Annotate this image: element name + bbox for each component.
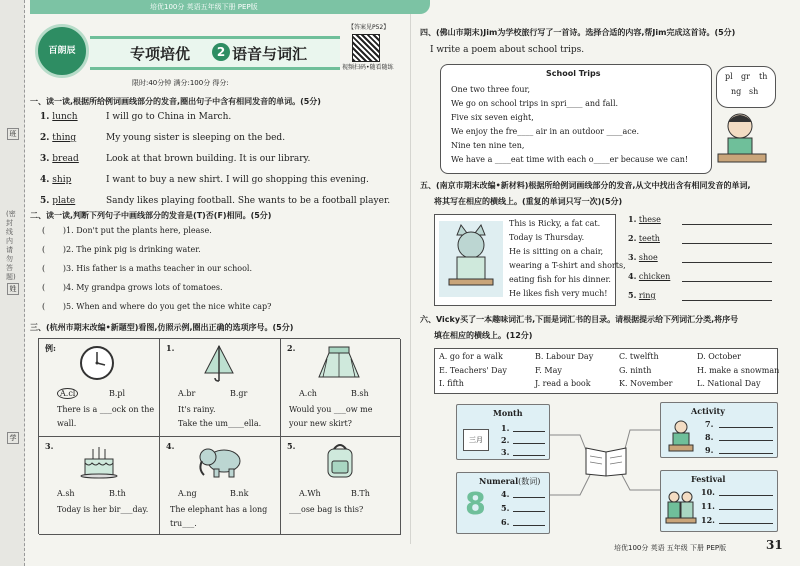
footer-text: 培优100分 英语 五年级 下册 PEP版 <box>614 544 727 552</box>
category-month: Month 三月 1. 2. 3. <box>456 404 550 460</box>
q3-option-a[interactable]: A.cl <box>57 389 78 398</box>
q3-cell-3: 3. A.sh B.th Today is her bir___day. <box>39 437 160 535</box>
answer-line[interactable] <box>682 243 772 244</box>
q5-title: 五、(南京市期末改编•新材料)根据所给例词画线部分的发音,从文中找出含有相同发音的单词, <box>420 181 751 190</box>
q6-options-box <box>434 348 778 394</box>
q3-cell-4: 4. A.ng B.nk The elephant has a long tru___. <box>160 437 281 535</box>
passage-line: eating fish for his dinner. <box>509 275 611 284</box>
q6-option: C. twelfth <box>619 352 659 361</box>
q2-answer-paren[interactable]: ( <box>42 283 63 292</box>
q1-sentence[interactable]: I will go to China in March. <box>106 112 232 122</box>
poem-line: One two three four, <box>451 85 531 94</box>
page-number: 31 <box>766 538 783 552</box>
q1-row: 5. plate Sandy likes playing football. She wants to be a football player. <box>40 196 391 206</box>
poem-line: Five six seven eight, <box>451 113 534 122</box>
q1-row: 3. bread Look at that brown building. It is our library. <box>40 154 311 164</box>
q6-title: 六、Vicky买了一本趣味词汇书,下面是词汇书的目录。请根据提示给下列词汇分类,将序号 <box>420 315 739 324</box>
skirt-icon <box>317 345 361 381</box>
q3-option-a[interactable]: A.br <box>178 389 196 398</box>
page-title: 语音与词汇 <box>232 45 308 63</box>
q1-example-word: bread <box>52 154 79 164</box>
q1-example-word: thing <box>52 133 77 143</box>
q6-option: J. read a book <box>535 379 591 388</box>
passage-line: This is Ricky, a fat cat. <box>509 219 601 228</box>
q3-option-a[interactable]: A.sh <box>57 489 75 498</box>
q1-row: 2. thing My young sister is sleeping on the bed. <box>40 133 286 143</box>
q2-row: ( )4. My grandpa grows lots of tomatoes. <box>42 283 223 292</box>
family-icon <box>665 489 697 525</box>
binding-spine <box>0 0 25 566</box>
q1-example-word: ship <box>52 175 72 185</box>
poem-line[interactable]: We go on school trips in spri____ and fall. <box>451 99 619 108</box>
options-bubble <box>716 66 776 108</box>
q6-option: I. fifth <box>439 379 464 388</box>
q1-example-word: plate <box>52 196 76 206</box>
answer-reference: 【答案见P52】 <box>348 24 390 31</box>
page-fold <box>410 14 411 544</box>
option-chip: th <box>759 72 768 81</box>
qr-caption: 视频扫码•随看随练 <box>342 64 394 71</box>
answer-line[interactable] <box>513 431 545 432</box>
clock-icon <box>79 345 115 381</box>
cake-icon <box>79 443 119 479</box>
q1-row: 4. ship I want to buy a new shirt. I will go shopping this evening. <box>40 175 369 185</box>
q1-title: 一、读一读,根据所给例词画线部分的发音,圈出句子中含有相同发音的单词。(5分) <box>30 97 321 106</box>
q1-row: 1. lunch I will go to China in March. <box>40 112 232 122</box>
q1-sentence[interactable]: I want to buy a new shirt. I will go shopping this evening. <box>106 175 369 185</box>
q4-title: 四、(佛山市期末)Jim为学校旅行写了一首诗。选择合适的内容,帮Jim完成这首诗。(5分) <box>420 28 736 37</box>
publisher-logo: 百朗辰 <box>35 24 89 78</box>
poem-line: Nine ten nine ten, <box>451 141 525 150</box>
title-prefix: 专项培优 <box>130 45 191 63</box>
poem-line[interactable]: We have a ____eat time with each o____er because we can! <box>451 155 689 164</box>
option-chip: ng <box>731 87 742 96</box>
q3-option-a[interactable]: A.Wh <box>299 489 321 498</box>
category-festival: Festival 10. 11. 12. <box>660 470 778 532</box>
qr-code-icon[interactable] <box>352 34 380 62</box>
q6-option: E. Teachers' Day <box>439 366 507 375</box>
open-book-icon <box>582 446 630 478</box>
category-title: Festival <box>691 474 726 484</box>
poem-title: School Trips <box>546 69 601 78</box>
q3-option-b[interactable]: B.gr <box>230 389 248 398</box>
spine-number-label: 学 <box>7 432 19 444</box>
digit-eight-icon: 8 <box>465 487 486 522</box>
category-title: Month <box>493 408 523 418</box>
q3-cell-example: 例: A.cl B.pl There is a ___ock on the wall. <box>39 339 160 437</box>
option-chip: sh <box>749 87 759 96</box>
answer-line[interactable] <box>513 511 545 512</box>
q5-answer-row: 3. shoe <box>628 252 658 262</box>
schoolbag-icon <box>323 441 357 481</box>
calendar-icon: 三月 <box>463 429 489 451</box>
q1-example-word: lunch <box>52 112 78 122</box>
q3-option-b[interactable]: B.Th <box>351 489 370 498</box>
q5-answer-row: 5. ring <box>628 290 656 300</box>
q2-answer-paren[interactable]: ( <box>42 226 63 235</box>
answer-line[interactable] <box>682 224 772 225</box>
q3-option-b[interactable]: B.sh <box>351 389 369 398</box>
q3-option-b[interactable]: B.pl <box>109 389 126 398</box>
q2-row: ( )2. The pink pig is drinking water. <box>42 245 201 254</box>
q5-answer-row: 2. teeth <box>628 233 660 243</box>
q5-passage-card <box>434 214 626 306</box>
q2-title: 二、读一读,判断下列句子中画线部分的发音是(T)否(F)相同。(5分) <box>30 211 272 220</box>
top-bar: 培优100分 英语五年级下册 PEP版 <box>30 0 430 14</box>
q3-option-a[interactable]: A.ng <box>178 489 197 498</box>
q3-cell-2: 2. A.ch B.sh Would you ___ow me your new skirt? <box>281 339 401 437</box>
passage-line: Today is Thursday. <box>509 233 585 242</box>
q1-sentence[interactable]: Look at that brown building. It is our library. <box>106 154 311 164</box>
answer-line[interactable] <box>682 262 772 263</box>
q2-row: ( )1. Don't put the plants here, please. <box>42 226 212 235</box>
category-activity: Activity 7. 8. 9. <box>660 402 778 458</box>
q3-cell-5: 5. A.Wh B.Th ___ose bag is this? <box>281 437 401 535</box>
spine-warning-text: (密封线内请勿答题) <box>6 210 16 281</box>
option-chip: gr <box>741 72 750 81</box>
q2-sentence: The pink pig is drinking water. <box>76 245 201 254</box>
answer-line[interactable] <box>719 509 773 510</box>
q3-option-b[interactable]: B.th <box>109 489 126 498</box>
spine-name-label: 姓 <box>7 283 19 295</box>
q2-sentence: His father is a maths teacher in our school. <box>76 264 253 273</box>
q6-option: K. November <box>619 379 673 388</box>
q2-row: ( )5. When and where do you get the nice white cap? <box>42 302 272 311</box>
q5-answer-row: 1. these <box>628 214 661 224</box>
q1-sentence[interactable]: Sandy likes playing football. She wants to be a football player. <box>106 196 391 206</box>
q6-option: D. October <box>697 352 741 361</box>
q5-title-2: 将其写在相应的横线上。(重复的单词只写一次)(5分) <box>434 197 623 206</box>
answer-line[interactable] <box>513 525 545 526</box>
q5-answer-row: 4. chicken <box>628 271 671 281</box>
poem-line[interactable]: We enjoy the fre____ air in an outdoor ____ace. <box>451 127 640 136</box>
boy-reading-icon <box>667 419 695 453</box>
answer-line[interactable] <box>719 523 773 524</box>
q3-title: 三、(杭州市期末改编•新题型)看图,仿照示例,圈出正确的选项序号。(5分) <box>30 323 294 332</box>
answer-line[interactable] <box>513 455 545 456</box>
title-banner <box>90 36 340 70</box>
passage-line: He is sitting on a chair, <box>509 247 604 256</box>
q2-answer-paren[interactable]: ( <box>42 264 63 273</box>
option-chip: pl <box>725 72 733 81</box>
cat-icon <box>439 221 503 297</box>
q6-title-2: 填在相应的横线上。(12分) <box>434 331 533 340</box>
answer-line[interactable] <box>682 281 772 282</box>
elephant-icon <box>196 445 244 479</box>
answer-line[interactable] <box>719 495 773 496</box>
q3-option-b[interactable]: B.nk <box>230 489 249 498</box>
category-title: Numeral(数词) <box>479 476 541 486</box>
umbrella-icon <box>202 343 236 383</box>
category-title: Activity <box>691 406 725 416</box>
q3-grid <box>38 338 400 534</box>
answer-line[interactable] <box>719 453 773 454</box>
section-number-badge: 2 <box>212 43 230 61</box>
q3-cell-1: 1. A.br B.gr It's rainy. Take the um____ella. <box>160 339 281 437</box>
q6-option: F. May <box>535 366 562 375</box>
spine-class-label: 班 <box>7 128 19 140</box>
q6-option: H. make a snowman <box>697 366 780 375</box>
passage-line: wearing a T-shirt and shorts, <box>509 261 626 270</box>
q4-intro: I write a poem about school trips. <box>430 45 585 55</box>
answer-line[interactable] <box>682 300 772 301</box>
boy-writing-icon <box>716 108 768 170</box>
q2-row: ( )3. His father is a maths teacher in our school. <box>42 264 253 273</box>
answer-line[interactable] <box>513 443 545 444</box>
q2-sentence: Don't put the plants here, please. <box>76 226 212 235</box>
q2-sentence: My grandpa grows lots of tomatoes. <box>76 283 223 292</box>
passage-line: He likes fish very much! <box>509 289 608 298</box>
category-numeral: Numeral(数词) 8 4. 5. 6. <box>456 472 550 534</box>
q2-answer-paren[interactable]: ( <box>42 245 63 254</box>
q2-answer-paren[interactable]: ( <box>42 302 63 311</box>
q6-option: B. Labour Day <box>535 352 594 361</box>
answer-line[interactable] <box>513 497 545 498</box>
q2-sentence: When and where do you get the nice white cap? <box>76 302 272 311</box>
q6-option: A. go for a walk <box>439 352 503 361</box>
poem-card <box>440 64 712 174</box>
q3-option-a[interactable]: A.ch <box>299 389 317 398</box>
q1-sentence[interactable]: My young sister is sleeping on the bed. <box>106 133 286 143</box>
answer-line[interactable] <box>719 440 773 441</box>
answer-line[interactable] <box>719 427 773 428</box>
time-score-meta: 限时:40分钟 满分:100分 得分: <box>132 79 229 87</box>
q6-option: L. National Day <box>697 379 761 388</box>
q6-option: G. ninth <box>619 366 652 375</box>
